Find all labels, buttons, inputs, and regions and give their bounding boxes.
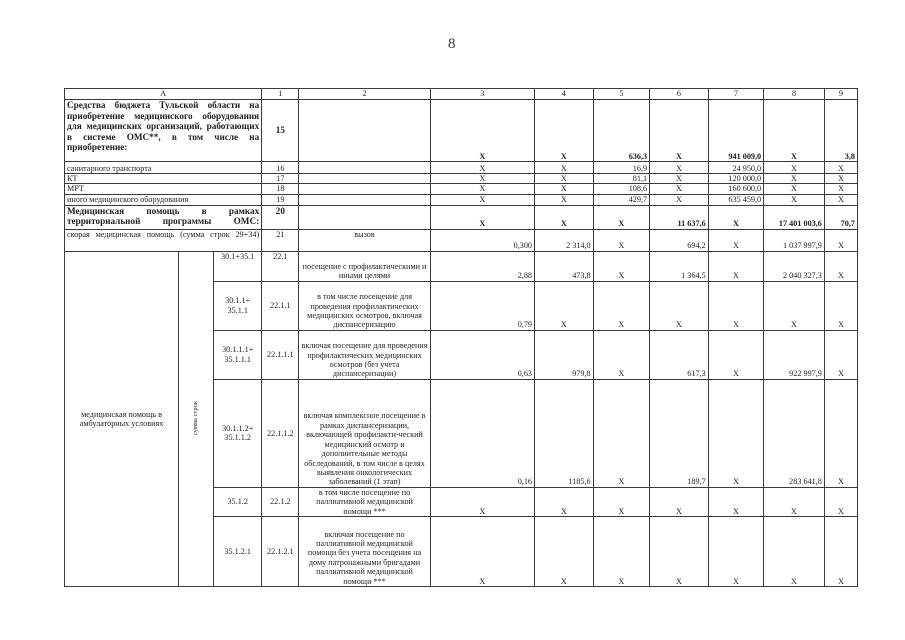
row-sum: 35.1.2: [214, 487, 262, 516]
row-unit: [299, 184, 430, 194]
page-number: 8: [448, 36, 456, 52]
row-code: 19: [262, 194, 299, 205]
cell-c9: X: [824, 379, 857, 487]
cell-c3: 0,300: [430, 229, 534, 251]
vertical-label-cell: [179, 251, 214, 586]
cell-c5: X: [593, 330, 649, 379]
header-cell-7: 7: [708, 89, 763, 100]
cell-c8: X: [764, 162, 825, 174]
cell-c3: X: [430, 205, 534, 229]
cell-c3: X: [430, 174, 534, 184]
cell-c6: X: [650, 517, 709, 587]
cell-c3: X: [430, 517, 534, 587]
vertical-label: сумма строк: [192, 400, 200, 435]
cell-c3: X: [430, 487, 534, 516]
cell-c9: X: [824, 281, 857, 330]
cell-c4: X: [535, 174, 594, 184]
row-code: 20: [262, 205, 299, 229]
row-code: 22.1.1.1: [262, 330, 299, 379]
header-cell-6: 6: [650, 89, 709, 100]
cell-c7: X: [708, 517, 763, 587]
cell-c7: 160 600,0: [708, 184, 763, 194]
row-code: 21: [262, 229, 299, 251]
cell-c3: 0,63: [430, 330, 534, 379]
cell-c6: X: [650, 281, 709, 330]
header-cell-5: 5: [593, 89, 649, 100]
cell-c5: 429,7: [593, 194, 649, 205]
row-label: иного медицинского оборудования: [65, 194, 262, 205]
cell-c6: 189,7: [650, 379, 709, 487]
row-unit: посещение с профилактическими и иными целями: [299, 251, 430, 281]
cell-c5: X: [593, 281, 649, 330]
cell-c6: X: [650, 162, 709, 174]
header-cell-8: 8: [764, 89, 825, 100]
cell-c6: X: [650, 487, 709, 516]
cell-c4: X: [535, 100, 594, 162]
budget-table: [64, 88, 858, 587]
row-code: 16: [262, 162, 299, 174]
cell-c8: X: [764, 487, 825, 516]
cell-c8: 1 037 997,9: [764, 229, 825, 251]
cell-c7: X: [708, 251, 763, 281]
row-code: 22.1: [262, 251, 299, 281]
row-code: 22.1.2.1: [262, 517, 299, 587]
cell-c4: X: [535, 281, 594, 330]
cell-c3: 0,79: [430, 281, 534, 330]
row-sum: 30.1+35.1: [214, 251, 262, 281]
table-row: [65, 174, 858, 184]
cell-c8: X: [764, 517, 825, 587]
header-cell-a: А: [65, 89, 262, 100]
row-code: 15: [262, 100, 299, 162]
cell-c5: X: [593, 251, 649, 281]
row-sum: 30.1.1.1+ 35.1.1.1: [214, 330, 262, 379]
cell-c5: X: [593, 229, 649, 251]
cell-c7: X: [708, 205, 763, 229]
cell-c6: 11 637,6: [650, 205, 709, 229]
cell-c3: X: [430, 100, 534, 162]
cell-c9: 70,7: [824, 205, 857, 229]
row-sum: 35.1.2.1: [214, 517, 262, 587]
cell-c3: 0,16: [430, 379, 534, 487]
table-row: [65, 100, 858, 162]
header-cell-4: 4: [535, 89, 594, 100]
cell-c9: X: [824, 184, 857, 194]
row-unit: в том числе посещение для проведения профилактических медицинских осмотров, включая диспансеризацию: [299, 281, 430, 330]
row-code: 22.1.1.2: [262, 379, 299, 487]
outpatient-label: медицинская помощь в амбулаторных условиях: [65, 251, 179, 586]
cell-c7: X: [708, 281, 763, 330]
cell-c8: X: [764, 194, 825, 205]
row-unit: вызов: [299, 229, 430, 251]
row-code: 18: [262, 184, 299, 194]
cell-c5: 16,9: [593, 162, 649, 174]
row-label: МРТ: [65, 184, 262, 194]
row-code: 17: [262, 174, 299, 184]
cell-c7: X: [708, 330, 763, 379]
cell-c6: 694,2: [650, 229, 709, 251]
row-unit: [299, 174, 430, 184]
row-unit: включая комплексное посещение в рамках диспансеризации, включающей профилакти-ческий медицинский осмотр и дополнительные методы обследований, в том числе в целях выявления онкологических заболеваний (1 этап): [299, 379, 430, 487]
cell-c8: 283 641,8: [764, 379, 825, 487]
cell-c9: X: [824, 487, 857, 516]
cell-c4: 473,8: [535, 251, 594, 281]
header-row: [65, 89, 858, 100]
cell-c3: X: [430, 184, 534, 194]
cell-c8: X: [764, 100, 825, 162]
row-label: санитарного транспорта: [65, 162, 262, 174]
row-sum: 30.1.1+ 35.1.1: [214, 281, 262, 330]
row-unit: включая посещение для проведения профилактических медицинских осмотров (без учета диспансеризации): [299, 330, 430, 379]
cell-c5: X: [593, 517, 649, 587]
cell-c6: X: [650, 100, 709, 162]
cell-c5: 108,6: [593, 184, 649, 194]
cell-c9: X: [824, 251, 857, 281]
row-unit: [299, 205, 430, 229]
cell-c9: X: [824, 517, 857, 587]
cell-c9: X: [824, 330, 857, 379]
cell-c6: X: [650, 194, 709, 205]
cell-c3: 2,88: [430, 251, 534, 281]
cell-c7: X: [708, 229, 763, 251]
cell-c6: X: [650, 184, 709, 194]
cell-c7: 635 459,0: [708, 194, 763, 205]
cell-c5: 81,1: [593, 174, 649, 184]
cell-c8: X: [764, 174, 825, 184]
table-row: [65, 229, 858, 251]
cell-c7: 24 950,0: [708, 162, 763, 174]
table-row: [65, 205, 858, 229]
table-row: [65, 184, 858, 194]
cell-c8: X: [764, 184, 825, 194]
row-label: Медицинская помощь в рамках территориальной программы ОМС:: [65, 205, 262, 229]
row-code: 22.1.2: [262, 487, 299, 516]
header-cell-3: 3: [430, 89, 534, 100]
cell-c5: 636,3: [593, 100, 649, 162]
cell-c5: X: [593, 205, 649, 229]
row-sum: 30.1.1.2+ 35.1.1.2: [214, 379, 262, 487]
row-unit: в том числе посещение по паллиативной медицинской помощи ***: [299, 487, 430, 516]
row-label: КТ: [65, 174, 262, 184]
header-cell-2: 2: [299, 89, 430, 100]
cell-c8: 17 401 003,6: [764, 205, 825, 229]
table-row: [65, 194, 858, 205]
row-unit: [299, 162, 430, 174]
cell-c4: X: [535, 184, 594, 194]
row-code: 22.1.1: [262, 281, 299, 330]
header-cell-1: 1: [262, 89, 299, 100]
cell-c4: X: [535, 162, 594, 174]
cell-c5: X: [593, 487, 649, 516]
cell-c9: X: [824, 162, 857, 174]
cell-c4: 1185,6: [535, 379, 594, 487]
cell-c6: 617,3: [650, 330, 709, 379]
cell-c5: X: [593, 379, 649, 487]
cell-c9: X: [824, 174, 857, 184]
header-cell-9: 9: [824, 89, 857, 100]
cell-c6: 1 364,5: [650, 251, 709, 281]
cell-c4: 2 314,0: [535, 229, 594, 251]
cell-c7: 120 000,0: [708, 174, 763, 184]
cell-c7: 941 009,0: [708, 100, 763, 162]
row-unit: [299, 100, 430, 162]
cell-c7: X: [708, 487, 763, 516]
row-unit: [299, 194, 430, 205]
cell-c4: X: [535, 517, 594, 587]
cell-c3: X: [430, 194, 534, 205]
cell-c4: 979,8: [535, 330, 594, 379]
cell-c4: X: [535, 205, 594, 229]
row-label: скорая медицинская помощь (сумма строк 29+34): [65, 229, 262, 251]
table-row: [65, 162, 858, 174]
row-label: Средства бюджета Тульской области на приобретение медицинского оборудования для медицинских организаций, работающих в системе ОМС**, в том числе на приобретение:: [65, 100, 262, 162]
table-row: [65, 251, 858, 281]
cell-c4: X: [535, 194, 594, 205]
cell-c9: X: [824, 194, 857, 205]
cell-c8: 922 997,9: [764, 330, 825, 379]
cell-c9: 3,8: [824, 100, 857, 162]
cell-c7: X: [708, 379, 763, 487]
cell-c3: X: [430, 162, 534, 174]
cell-c6: X: [650, 174, 709, 184]
cell-c8: 2 040 327,3: [764, 251, 825, 281]
cell-c9: X: [824, 229, 857, 251]
cell-c8: X: [764, 281, 825, 330]
cell-c4: X: [535, 487, 594, 516]
row-unit: включая посещение по паллиативной медицинской помощи без учета посещения на дому патронажными бригадами паллиативной медицинской помощи ***: [299, 517, 430, 587]
